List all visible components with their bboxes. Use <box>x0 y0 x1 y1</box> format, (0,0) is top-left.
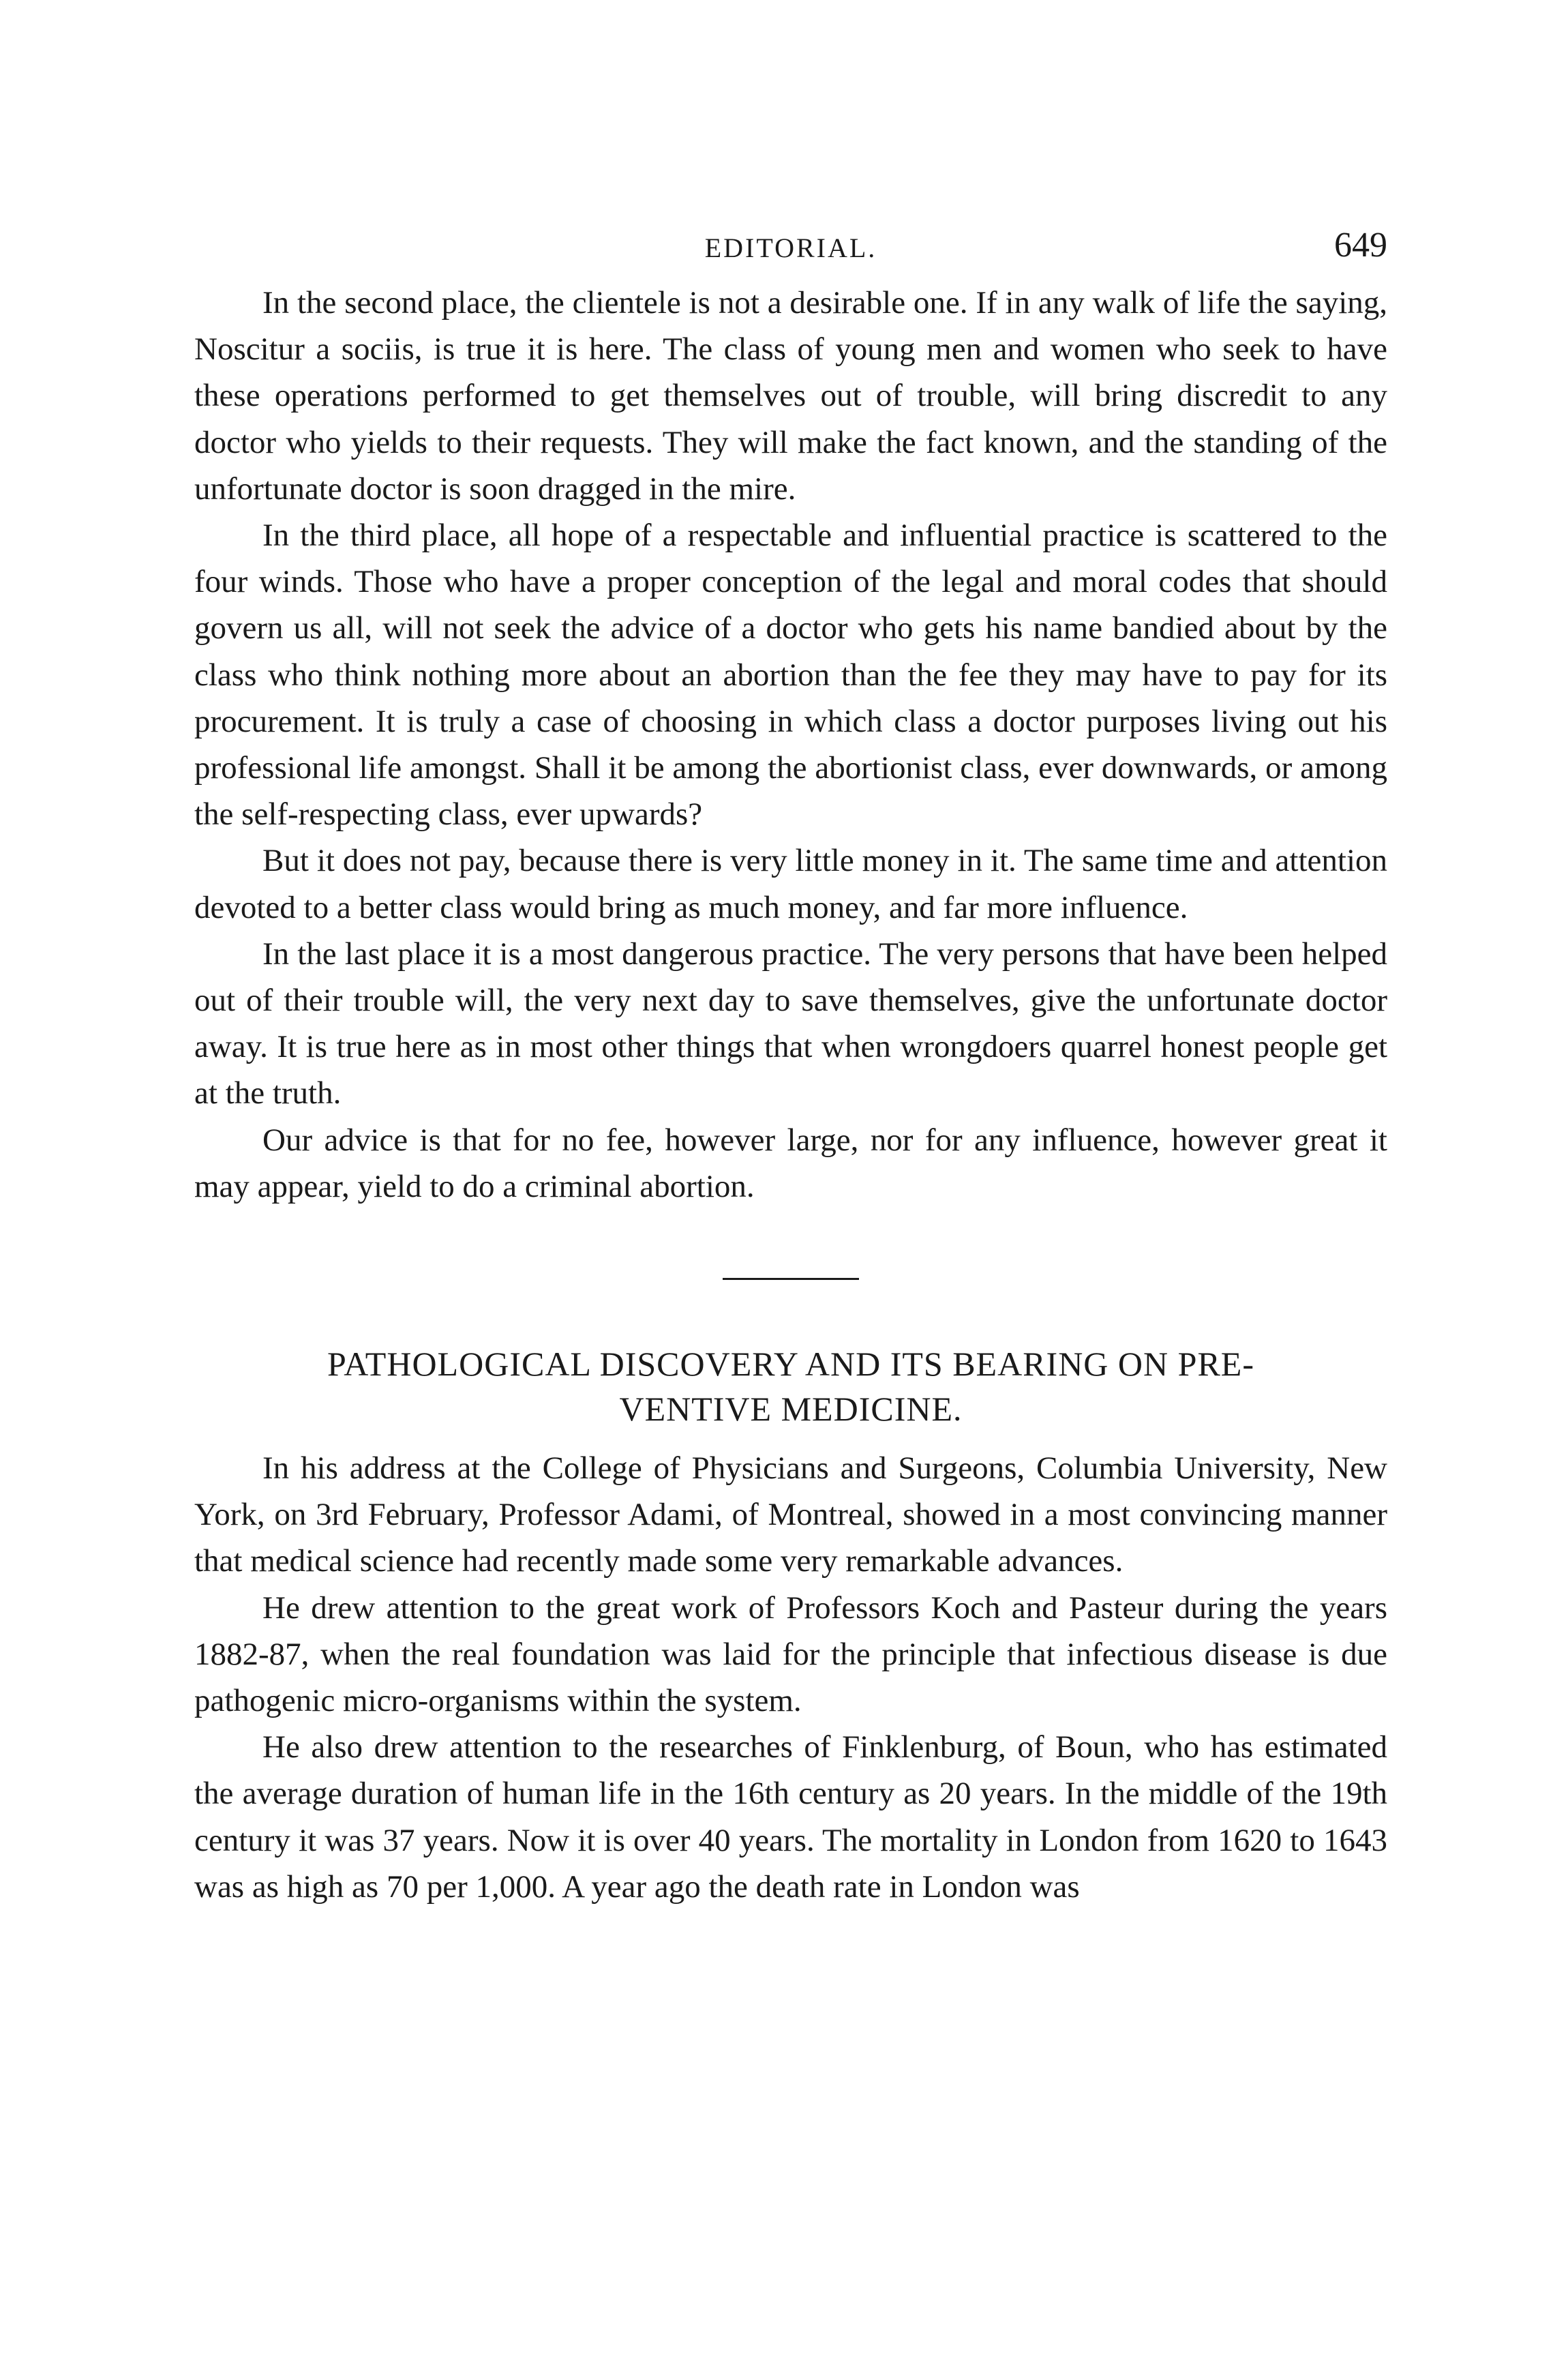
article-paragraph: In his address at the College of Physicians and Surgeons, Columbia University, New York, on 3rd February, Professor Adami, of Montreal, showed in a most convincing manner that medical science had recently made some very remarkable advances. <box>194 1450 1387 1579</box>
editorial-paragraph: In the second place, the clientele is not a desirable one. If in any walk of life the saying, Noscitur a sociis, is true it is here. The class of young men and women who seek to have these operations performed to get themselves out of trouble, will bring discredit to any doctor who yields to their requests. They will make the fact known, and the standing of the unfortunate doctor is soon dragged in the mire. <box>194 285 1387 507</box>
running-head <box>194 218 1387 280</box>
article-heading-line: PATHOLOGICAL DISCOVERY AND ITS BEARING ON PRE- <box>327 1345 1254 1384</box>
article-paragraph: He drew attention to the great work of Professors Koch and Pasteur during the years 1882-87, when the real foundation was laid for the principle that infectious disease is due pathogenic micro-organisms within the system. <box>194 1590 1387 1719</box>
editorial-paragraph: Our advice is that for no fee, however large, nor for any influence, however great it may appear, yield to do a criminal abortion. <box>194 1122 1387 1204</box>
article-paragraph: He also drew attention to the researches of Finklenburg, of Boun, who has estimated the average duration of human life in the 16th century as 20 years. In the middle of the 19th century it was 37 years. Now it is over 40 years. The mortality in London from 1620 to 1643 was as high as 70 per 1,000. A year ago the death rate in London was <box>194 1729 1387 1905</box>
running-title: EDITORIAL. <box>704 233 877 263</box>
article-heading <box>194 1341 1387 1431</box>
editorial-paragraph: In the third place, all hope of a respectable and influential practice is scattered to the four winds. Those who have a proper conception of the legal and moral codes that should govern us all, will not seek the advice of a doctor who gets his name bandied about by the class who think nothing more about an abortion than the fee they may have to pay for its procurement. It is truly a case of choosing in which class a doctor purposes living out his professional life amongst. Shall it be among the abortionist class, ever downwards, or among the self-respecting class, ever upwards? <box>194 518 1387 833</box>
editorial-paragraph: But it does not pay, because there is very little money in it. The same time and attention devoted to a better class would bring as much money, and far more influence. <box>194 843 1387 925</box>
editorial-paragraph: In the last place it is a most dangerous practice. The very persons that have been helped out of their trouble will, the very next day to save themselves, give the unfortunate doctor away. It is true here as in most other things that when wrongdoers quarrel honest people get at the truth. <box>194 936 1387 1112</box>
editorial-body <box>194 280 1387 1210</box>
page-number: 649 <box>1334 226 1387 265</box>
article-heading-line: VENTIVE MEDICINE. <box>619 1390 963 1429</box>
section-divider <box>723 1278 859 1280</box>
document-page <box>194 218 1387 1910</box>
article-body <box>194 1445 1387 1910</box>
